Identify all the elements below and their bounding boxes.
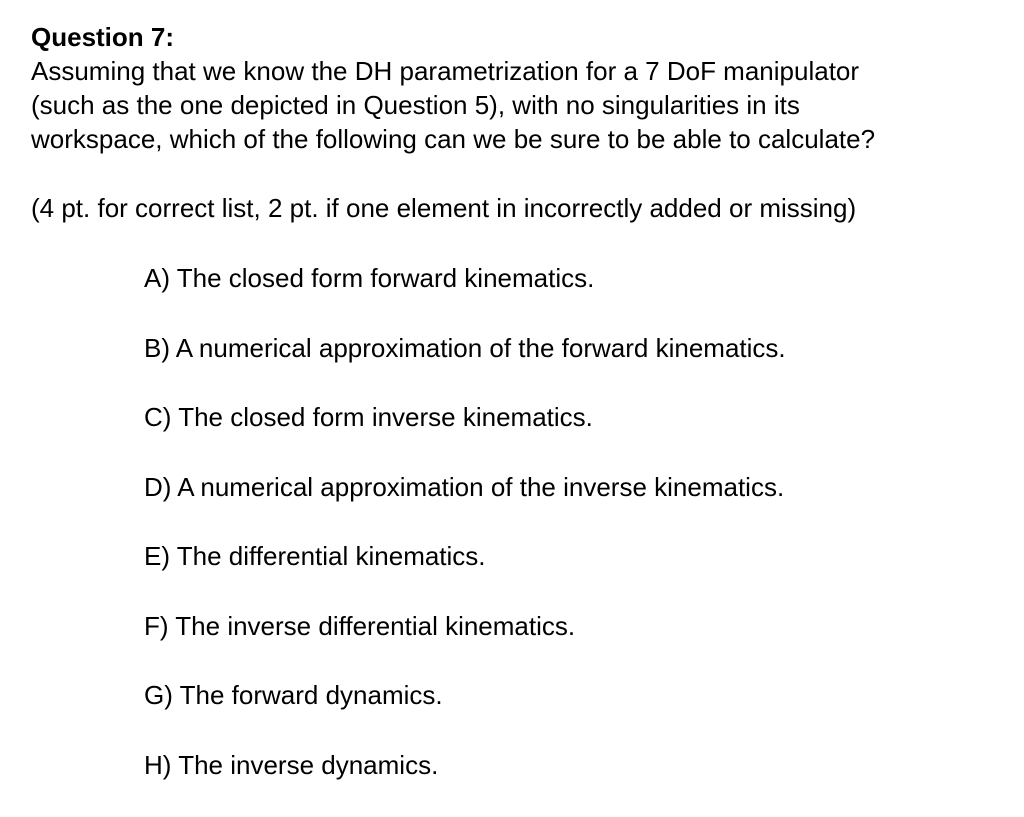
question-stem-line: (such as the one depicted in Question 5), with no singularities in its [31, 90, 800, 120]
question-title: Question 7: [31, 22, 175, 52]
question-stem-line: workspace, which of the following can we be sure to be able to calculate? [31, 124, 876, 154]
scoring-note: (4 pt. for correct list, 2 pt. if one element in incorrectly added or missing) [31, 193, 857, 223]
question-stem-line: Assuming that we know the DH parametrization for a 7 DoF manipulator [31, 56, 860, 86]
answer-option-a: A) The closed form forward kinematics. [144, 263, 595, 293]
answer-option-f: F) The inverse differential kinematics. [144, 610, 576, 641]
answer-option-b: B) A numerical approximation of the forward kinematics. [144, 332, 786, 363]
answer-option-g: G) The forward dynamics. [144, 680, 443, 710]
answer-option-h: H) The inverse dynamics. [144, 749, 439, 780]
answer-option-e: E) The differential kinematics. [144, 541, 486, 571]
answer-option-c: C) The closed form inverse kinematics. [144, 402, 593, 432]
question-block [31, 20, 1011, 817]
question-stem [31, 54, 1011, 156]
answer-options [31, 261, 1011, 782]
answer-option-d: D) A numerical approximation of the inverse kinematics. [144, 471, 785, 502]
